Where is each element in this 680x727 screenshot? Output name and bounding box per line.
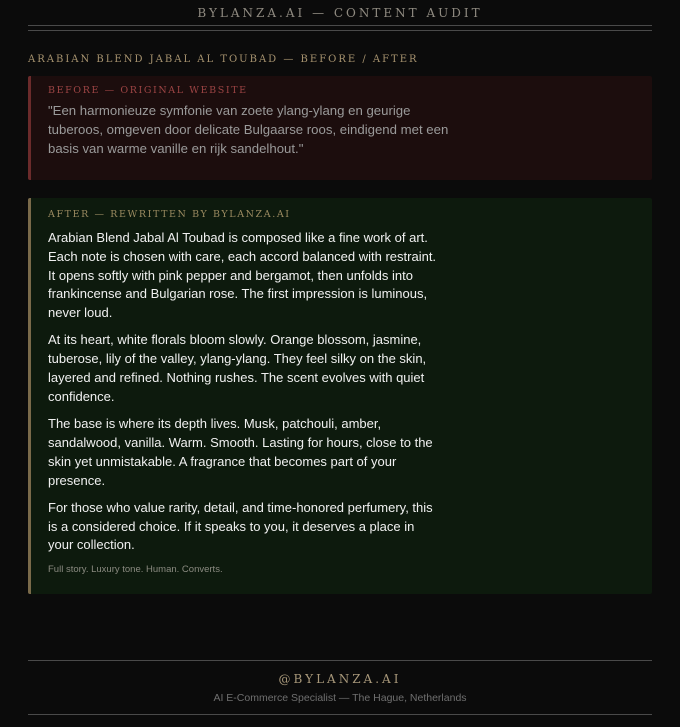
paragraph-opening: Arabian Blend Jabal Al Toubad is composed like a fine work of art. Each note is chosen with care, each accord balanced with restraint. It opens softly with pink pepper and bergamot, then unfolds into frankincense and Bulgarian rose. The first impression is luminous, never loud. <box>48 230 437 321</box>
paragraph-base: The base is where its depth lives. Musk, patchouli, amber, sandalwood, vanilla. Warm. Smooth. Lasting for hours, close to the skin yet unmistakable. A fragrance that becomes part of your presence. <box>48 416 433 488</box>
after-label: AFTER — REWRITTEN BY BYLANZA.AI <box>48 209 291 220</box>
paragraph-heart: At its heart, white florals bloom slowly. Orange blossom, jasmine, tuberose, lily of the valley, ylang-ylang. They feel silky on the skin, layered and refined. Nothing rushes. The scent evolves with quiet confidence. <box>48 332 427 404</box>
original-quote: "Een harmonieuze symfonie van zoete ylang-ylang en geurige tuberoos, omgeven door delicate Bulgaarse roos, eindigend met een basis van warme vanille en rijk sandelhout." <box>48 103 449 156</box>
header-divider-top <box>28 25 652 26</box>
rewritten-copy <box>48 229 438 564</box>
footer-subtitle: AI E-Commerce Specialist — The Hague, Netherlands <box>213 692 467 704</box>
footer-handle: @BYLANZA.AI <box>278 672 402 686</box>
page-title: BYLANZA.AI — CONTENT AUDIT <box>197 6 483 20</box>
footer-divider-bottom <box>28 714 652 715</box>
footer-divider-top <box>28 660 652 661</box>
header-divider-bottom <box>28 30 652 31</box>
section-heading: ARABIAN BLEND JABAL AL TOUBAD — BEFORE / AFTER <box>28 54 419 65</box>
paragraph-closing: For those who value rarity, detail, and time-honored perfumery, this is a considered choice. If it speaks to you, it deserves a place in your collection. <box>48 499 433 553</box>
tagline: Full story. Luxury tone. Human. Converts. <box>48 564 223 575</box>
before-panel <box>28 76 652 180</box>
before-label: BEFORE — ORIGINAL WEBSITE <box>48 85 248 96</box>
after-panel <box>28 198 652 594</box>
